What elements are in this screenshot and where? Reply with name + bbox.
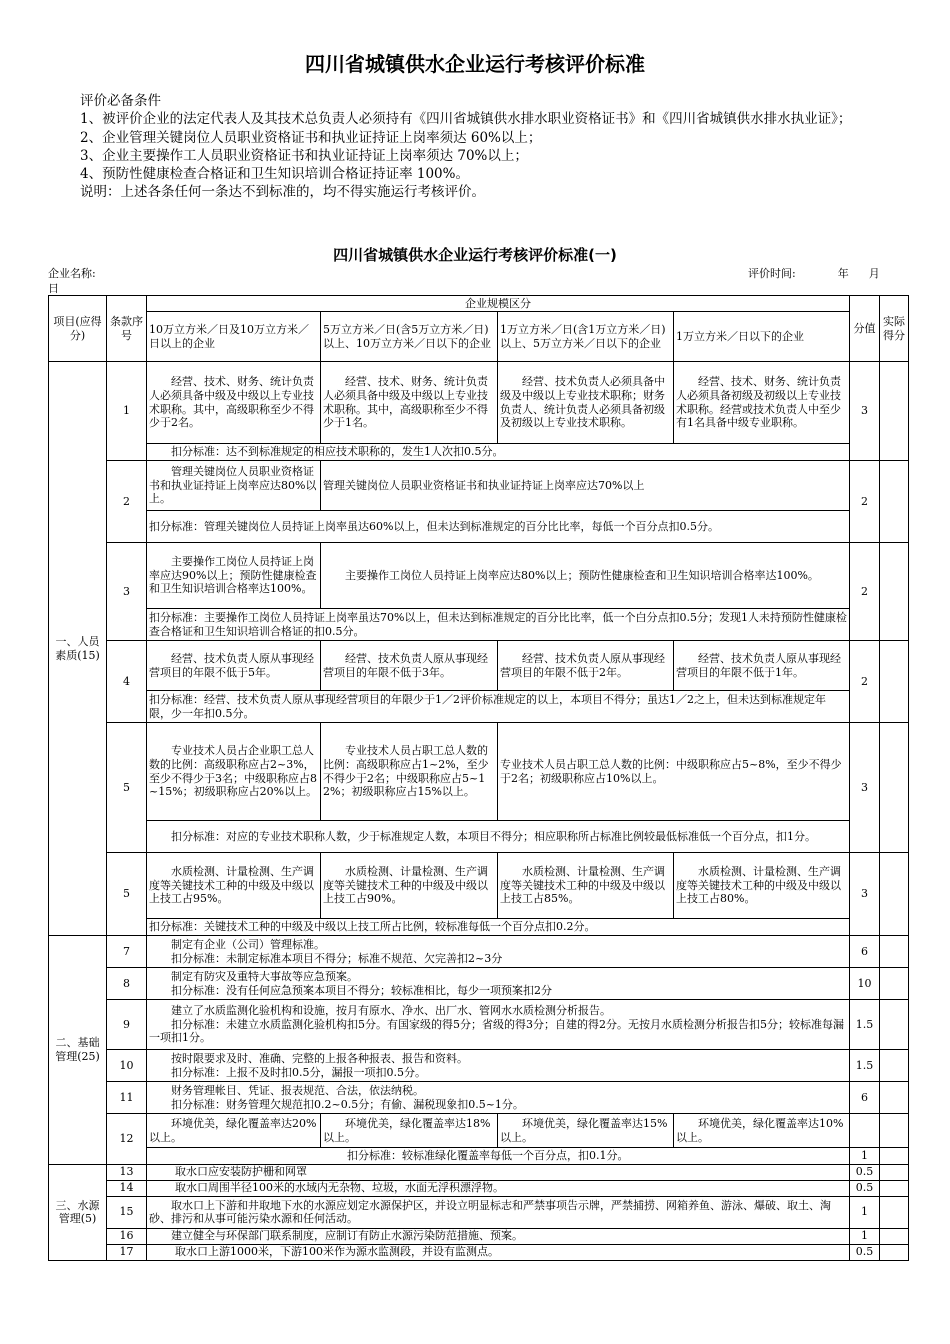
clause-number: 14 — [107, 1180, 147, 1196]
company-name-label: 企业名称: — [48, 267, 96, 280]
clause-number: 16 — [107, 1228, 147, 1244]
criteria-cell: 专业技术人员占职工总人数的比例：高级职称应占1~2%，至少不得少于2名；中级职称应占5~12%；初级职称应占15%以上。 — [321, 723, 498, 821]
criteria-cell — [147, 936, 850, 968]
clause-number: 5 — [107, 853, 147, 936]
criteria-cell: 经营、技术、财务、统计负责人必须具备初级及初级以上专业技术职称。经营或技术负责人中至少有1名具备中级专业职称。 — [674, 362, 850, 444]
prerequisites-note: 说明：上述各条任何一条达不到标准的，均不得实施运行考核评价。 — [80, 184, 485, 201]
actual-score-cell — [880, 723, 909, 853]
header-scale-4: 1万立方米／日以下的企业 — [674, 312, 850, 362]
score-value: 1 — [850, 1228, 880, 1244]
criteria-cell: 主要操作工岗位人员持证上岗率应达80%以上；预防性健康检查和卫生知识培训合格率达100%。 — [321, 543, 850, 609]
deduction-rule: 扣分标准：管理关键岗位人员持证上岗率虽达60%以上，但未达到标准规定的百分比比率，每低一个百分点扣0.5分。 — [147, 511, 850, 543]
score-value: 2 — [850, 543, 880, 641]
criteria-cell — [147, 968, 850, 1000]
deduction-rule: 扣分标准：关键技术工种的中级及中级以上技工所占比例，较标准每低一个百分点扣0.2分。 — [147, 919, 850, 936]
deduction-rule: 扣分标准：达不到标准规定的相应技术职称的，发生1人次扣0.5分。 — [147, 444, 850, 461]
criteria-cell: 取水口周围半径100米的水域内无杂物、垃圾，水面无浮积漂浮物。 — [147, 1180, 850, 1196]
score-value: 0.5 — [850, 1180, 880, 1196]
criteria-cell: 经营、技术、财务、统计负责人必须具备中级及中级以上专业技术职称。其中，高级职称至少不得少于2名。 — [147, 362, 321, 444]
clause-number: 1 — [107, 362, 147, 461]
criteria-cell: 环境优美，绿化覆盖率达10%以上。 — [674, 1114, 850, 1148]
criteria-cell: 经营、技术负责人原从事现经营项目的年限不低于2年。 — [498, 641, 674, 691]
score-value: 3 — [850, 723, 880, 853]
header-scale-1: 10万立方米／日及10万立方米／日以上的企业 — [147, 312, 321, 362]
criteria-cell: 环境优美，绿化覆盖率达15%以上。 — [498, 1114, 674, 1148]
category-water-source: 三、水源管理(5) — [49, 1164, 107, 1260]
actual-score-cell — [880, 641, 909, 723]
criteria-cell: 取水口上游1000米，下游100米作为源水监测段，并设有监测点。 — [147, 1244, 850, 1260]
day-label: 日 — [48, 282, 59, 295]
empty-score-cell — [850, 1114, 880, 1148]
score-value: 0.5 — [850, 1164, 880, 1180]
clause-number: 15 — [107, 1196, 147, 1228]
actual-score-cell — [880, 1228, 909, 1244]
actual-score-cell — [880, 1000, 909, 1050]
criteria-cell: 经营、技术负责人原从事现经营项目的年限不低于5年。 — [147, 641, 321, 691]
score-value: 1 — [850, 1196, 880, 1228]
prerequisites-heading: 评价必备条件 — [80, 93, 161, 109]
clause-number: 5 — [107, 723, 147, 853]
prerequisite-item: 3、企业主要操作工人员职业资格证书和执业证持证上岗率须达 70%以上； — [80, 147, 528, 164]
actual-score-cell — [880, 1164, 909, 1180]
criteria-cell: 取水口应安装防护栅和网罩 — [147, 1164, 850, 1180]
clause-number: 17 — [107, 1244, 147, 1260]
clause-number: 7 — [107, 936, 147, 968]
criteria-cell — [147, 1050, 850, 1082]
score-value: 2 — [850, 641, 880, 723]
page-title: 四川省城镇供水企业运行考核评价标准 — [305, 52, 645, 76]
score-value: 1.5 — [850, 1050, 880, 1082]
deduction-rule: 扣分标准：对应的专业技术职称人数，少于标准规定人数，本项目不得分；相应职称所占标准比例较最低标准低一个百分点，扣1分。 — [147, 821, 850, 853]
score-value: 3 — [850, 362, 880, 461]
header-actual: 实际得分 — [880, 296, 909, 362]
actual-score-cell — [880, 936, 909, 968]
month-label: 月 — [868, 267, 880, 280]
header-scale-2: 5万立方米／日(含5万立方米／日)以上、10万立方米／日以下的企业 — [321, 312, 498, 362]
clause-number: 3 — [107, 543, 147, 641]
score-value: 6 — [850, 936, 880, 968]
actual-score-cell — [880, 1082, 909, 1114]
criteria-cell — [147, 1000, 850, 1050]
score-value: 3 — [850, 853, 880, 936]
score-value: 10 — [850, 968, 880, 1000]
header-clause: 条款序号 — [107, 296, 147, 362]
criteria-cell: 环境优美，绿化覆盖率达20%以上。 — [147, 1114, 321, 1148]
clause-number: 8 — [107, 968, 147, 1000]
clause-number: 4 — [107, 641, 147, 723]
criteria-cell: 经营、技术、财务、统计负责人必须具备中级及中级以上专业技术职称。其中，高级职称至少不得少于1名。 — [321, 362, 498, 444]
requirement-text: 制定有企业（公司）管理标准。 — [171, 937, 325, 951]
deduction-rule: 扣分标准：上报不及时扣0.5分，漏报一项扣0.5分。 — [171, 1065, 426, 1079]
actual-score-cell — [880, 853, 909, 936]
clause-number: 12 — [107, 1114, 147, 1165]
category-basic-management: 二、基础管理(25) — [49, 936, 107, 1165]
criteria-cell: 经营、技术负责人原从事现经营项目的年限不低于1年。 — [674, 641, 850, 691]
prerequisite-item: 2、企业管理关键岗位人员职业资格证书和执业证持证上岗率须达 60%以上； — [80, 129, 542, 146]
deduction-rule: 扣分标准：经营、技术负责人原从事现经营项目的年限少于1／2评价标准规定的以上，本项目不得分；虽达1／2之上，但未达到标准规定年限，少一年扣0.5分。 — [147, 691, 850, 723]
actual-score-cell — [880, 1148, 909, 1165]
header-project: 项目(应得分) — [49, 296, 107, 362]
deduction-rule: 扣分标准：主要操作工岗位人员持证上岗率虽达70%以上，但未达到标准规定的百分比比率，低一个白分点扣0.5分；发现1人未持预防性健康检查合格证和卫生知识培训合格证的扣0.5分。 — [147, 609, 850, 641]
requirement-text: 财务管理帐目、凭证、报表规范、合法，依法纳税。 — [171, 1083, 424, 1097]
score-value: 1 — [850, 1148, 880, 1165]
evaluation-time — [748, 265, 908, 281]
criteria-cell: 取水口上下游和井取地下水的水源应划定水源保护区，并设立明显标志和严禁事项告示牌，严禁捕捞、网箱养鱼、游泳、爆破、取土、淘砂、排污和从事可能污染水源和任何活动。 — [147, 1196, 850, 1228]
prerequisite-item: 1、被评价企业的法定代表人及其技术总负责人必须持有《四川省城镇供水排水职业资格证书》和《四川省城镇供水排水执业证》； — [80, 111, 852, 128]
clause-number: 11 — [107, 1082, 147, 1114]
table-title: 四川省城镇供水企业运行考核评价标准(一) — [333, 246, 617, 264]
score-value: 2 — [850, 461, 880, 543]
criteria-cell: 经营、技术负责人原从事现经营项目的年限不低于3年。 — [321, 641, 498, 691]
prerequisite-item: 4、预防性健康检查合格证和卫生知识培训合格证持证率 100%。 — [80, 166, 469, 183]
criteria-cell: 管理关键岗位人员职业资格证书和执业证持证上岗率应达70%以上 — [321, 461, 850, 511]
deduction-rule: 扣分标准：未建立水质监测化验机构扣5分。有国家级的得5分；省级的得3分；自建的得2分。无按月水质检测分析报告扣5分；较标准每漏一项扣1分。 — [149, 1017, 844, 1045]
criteria-cell: 水质检测、计量检测、生产调度等关键技术工种的中级及中级以上技工占80%。 — [674, 853, 850, 919]
criteria-cell: 建立健全与环保部门联系制度，应制订有防止水源污染防范措施、预案。 — [147, 1228, 850, 1244]
category-personnel: 一、人员素质(15) — [49, 362, 107, 936]
header-score: 分值 — [850, 296, 880, 362]
clause-number: 2 — [107, 461, 147, 543]
score-value: 0.5 — [850, 1244, 880, 1260]
requirement-text: 建立了水质监测化验机构和设施，按月有原水、净水、出厂水、管网水水质检测分析报告。 — [171, 1003, 611, 1017]
actual-score-cell — [880, 543, 909, 641]
criteria-cell — [147, 1082, 850, 1114]
requirement-text: 制定有防灾及重特大事故等应急预案。 — [171, 969, 358, 983]
actual-score-cell — [880, 461, 909, 543]
actual-score-cell — [880, 362, 909, 461]
score-value: 6 — [850, 1082, 880, 1114]
actual-score-cell — [880, 968, 909, 1000]
clause-number: 9 — [107, 1000, 147, 1050]
year-label: 年 — [837, 267, 849, 280]
actual-score-cell — [880, 1244, 909, 1260]
requirement-text: 按时限要求及时、准确、完整的上报各种报表、报告和资料。 — [171, 1051, 468, 1065]
criteria-cell: 环境优美，绿化覆盖率达18%以上。 — [321, 1114, 498, 1148]
deduction-rule: 扣分标准：较标准绿化覆盖率每低一个百分点，扣0.1分。 — [147, 1148, 850, 1165]
criteria-cell: 专业技术人员占企业职工总人数的比例：高级职称应占2~3%，至少不得少于3名；中级职称应占8~15%；初级职称应占20%以上。 — [147, 723, 321, 821]
evaluation-table — [48, 295, 909, 1261]
deduction-rule: 扣分标准：没有任何应急预案本项目不得分；较标准相比，每少一项预案扣2分 — [171, 983, 552, 997]
clause-number: 13 — [107, 1164, 147, 1180]
header-scale: 企业规模区分 — [147, 296, 850, 312]
actual-score-cell — [880, 1196, 909, 1228]
deduction-rule: 扣分标准：财务管理欠规范扣0.2~0.5分；有偷、漏税现象扣0.5~1分。 — [171, 1097, 524, 1111]
criteria-cell: 主要操作工岗位人员持证上岗率应达90%以上；预防性健康检查和卫生知识培训合格率达100%。 — [147, 543, 321, 609]
evaluation-time-label: 评价时间: — [748, 267, 796, 280]
criteria-cell: 水质检测、计量检测、生产调度等关键技术工种的中级及中级以上技工占85%。 — [498, 853, 674, 919]
criteria-cell: 专业技术人员占职工总人数的比例：中级职称应占5~8%，至少不得少于2名；初级职称应占10%以上。 — [498, 723, 850, 821]
prerequisites — [48, 92, 908, 202]
score-value: 1.5 — [850, 1000, 880, 1050]
actual-score-cell — [880, 1180, 909, 1196]
criteria-cell: 水质检测、计量检测、生产调度等关键技术工种的中级及中级以上技工占90%。 — [321, 853, 498, 919]
actual-score-cell — [880, 1114, 909, 1148]
actual-score-cell — [880, 1050, 909, 1082]
criteria-cell: 经营、技术负责人必须具备中级及中级以上专业技术职称；财务负责人、统计负责人必须具备初级及初级以上专业技术职称。 — [498, 362, 674, 444]
criteria-cell: 水质检测、计量检测、生产调度等关键技术工种的中级及中级以上技工占95%。 — [147, 853, 321, 919]
clause-number: 10 — [107, 1050, 147, 1082]
deduction-rule: 扣分标准：未制定标准本项目不得分；标准不规范、欠完善扣2~3分 — [171, 951, 503, 965]
header-scale-3: 1万立方米／日(含1万立方米／日)以上、5万立方米／日以下的企业 — [498, 312, 674, 362]
criteria-cell: 管理关键岗位人员职业资格证书和执业证持证上岗率应达80%以上。 — [147, 461, 321, 511]
